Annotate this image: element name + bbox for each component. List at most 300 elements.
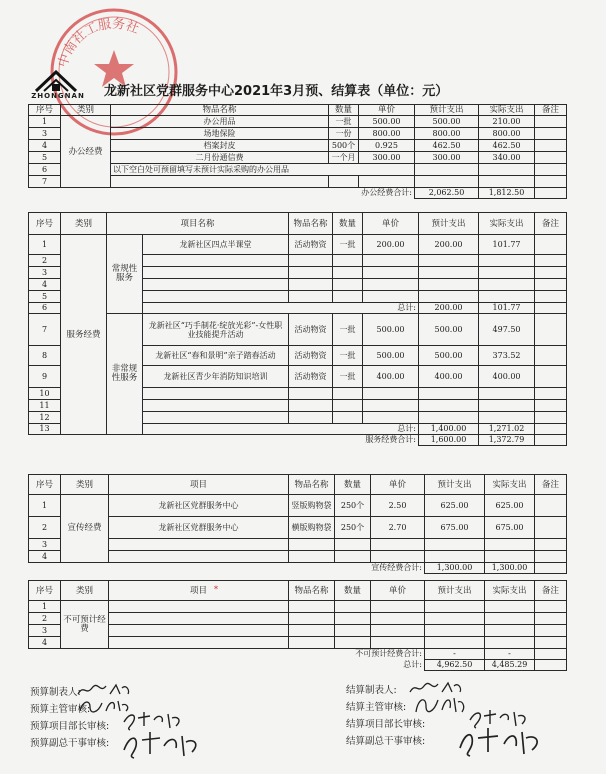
project-name: 龙新社区党群服务中心 [109, 495, 289, 517]
col-header-price: 单价 [359, 105, 415, 116]
signature-label-left: 预算项目部长审核: [30, 721, 110, 732]
estimate-cell: 400.00 [419, 366, 479, 388]
row-number: 1 [29, 116, 61, 128]
empty-cell [535, 613, 567, 625]
logo-mark-icon [34, 70, 78, 92]
subcategory-label: 常规性服务 [107, 235, 143, 314]
actual-cell [479, 164, 535, 176]
remark-cell [535, 188, 567, 199]
actual-cell: 101.77 [479, 235, 535, 255]
signature-label-right: 结算项目部长审核: [346, 719, 426, 730]
handwritten-signature-left-4 [120, 730, 202, 760]
estimate-cell: 500.00 [419, 314, 479, 346]
project-name: 龙新社区党群服务中心 [109, 517, 289, 539]
project-name [143, 388, 289, 400]
col-header-project: 项目名称 [107, 213, 289, 235]
price-cell [363, 388, 419, 400]
col-header-goods: 物品名称 [289, 213, 333, 235]
row-number: 10 [29, 388, 61, 400]
category-label: 办公经费 [61, 116, 111, 188]
table-row [29, 613, 567, 625]
total-label: 办公经费合计: [29, 188, 415, 199]
subtotal-actual: 1,271.02 [479, 424, 535, 435]
row-number: 5 [29, 152, 61, 164]
project-name [143, 255, 289, 267]
total-estimate: 2,062.50 [415, 188, 479, 199]
goods-name [289, 255, 333, 267]
quantity-cell [333, 400, 363, 412]
actual-cell: 625.00 [485, 495, 535, 517]
table-row [29, 105, 567, 116]
empty-cell [335, 613, 371, 625]
quantity-cell: 一批 [333, 314, 363, 346]
project-name [143, 412, 289, 424]
category-label: 服务经费 [61, 235, 107, 435]
table-row [29, 314, 567, 346]
quantity-cell [333, 291, 363, 303]
empty-cell [335, 625, 371, 637]
table-row [29, 660, 567, 671]
estimate-cell [415, 164, 479, 176]
col-header-actual: 实际支出 [485, 581, 535, 601]
subtotal-label: 总计: [143, 424, 419, 435]
price-cell [371, 551, 425, 563]
quantity-cell: 250个 [335, 517, 371, 539]
estimate-cell: 462.50 [415, 140, 479, 152]
goods-name [289, 539, 335, 551]
signature-label-right: 结算主管审核: [346, 702, 407, 713]
actual-cell [479, 400, 535, 412]
row-number: 4 [29, 140, 61, 152]
price-cell [363, 412, 419, 424]
quantity-cell [333, 279, 363, 291]
quantity-cell: 一批 [333, 346, 363, 366]
table-row [29, 188, 567, 199]
office-expense-table [28, 104, 567, 199]
actual-cell [479, 291, 535, 303]
col-header-no: 序号 [29, 475, 61, 495]
subtotal-estimate: 200.00 [419, 303, 479, 314]
row-number: 6 [29, 164, 61, 176]
service-expense-table [28, 212, 567, 446]
col-header-item: 物品名称 [111, 105, 329, 116]
signature-label-left: 预算制表人: [30, 687, 81, 698]
total-label: 宣传经费合计: [29, 563, 425, 574]
table-row [29, 601, 567, 613]
table-row [29, 435, 567, 446]
col-header-actual: 实际支出 [479, 105, 535, 116]
estimate-cell [419, 400, 479, 412]
row-number: 1 [29, 235, 61, 255]
estimate-cell: 625.00 [425, 495, 485, 517]
project-name [143, 279, 289, 291]
col-header-price: 单价 [363, 213, 419, 235]
estimate-cell: 300.00 [415, 152, 479, 164]
estimate-cell [419, 279, 479, 291]
actual-cell: 675.00 [485, 517, 535, 539]
quantity-cell [335, 539, 371, 551]
col-header-no: 序号 [29, 105, 61, 116]
quantity-cell: 一批 [333, 235, 363, 255]
table-row [29, 649, 567, 660]
price-cell: 2.70 [371, 517, 425, 539]
row-number: 3 [29, 267, 61, 279]
empty-cell [485, 637, 535, 649]
subtotal-actual: 101.77 [479, 303, 535, 314]
table-row [29, 517, 567, 539]
estimate-cell [415, 176, 479, 188]
empty-cell [289, 613, 335, 625]
empty-cell [535, 637, 567, 649]
grand-total-actual: 4,485.29 [485, 660, 535, 671]
col-header-qty: 数量 [335, 581, 371, 601]
unforeseen-expense-table [28, 580, 567, 671]
row-number: 4 [29, 637, 61, 649]
actual-cell [485, 551, 535, 563]
row-number: 4 [29, 279, 61, 291]
item-name [111, 176, 329, 188]
quantity-cell: 一批 [333, 366, 363, 388]
remark-cell [535, 424, 567, 435]
row-number: 3 [29, 625, 61, 637]
empty-cell [535, 601, 567, 613]
red-mark: * [214, 585, 218, 594]
empty-cell [485, 625, 535, 637]
price-cell: 500.00 [363, 314, 419, 346]
empty-cell [289, 625, 335, 637]
row-number: 13 [29, 424, 61, 435]
empty-cell [425, 601, 485, 613]
actual-cell [479, 267, 535, 279]
col-header-note: 备注 [535, 581, 567, 601]
goods-name: 竖版购物袋 [289, 495, 335, 517]
goods-name: 活动物资 [289, 235, 333, 255]
remark-cell [535, 539, 567, 551]
actual-cell: 340.00 [479, 152, 535, 164]
col-header-no: 序号 [29, 581, 61, 601]
remark-cell [535, 279, 567, 291]
remark-cell [535, 255, 567, 267]
estimate-cell [425, 539, 485, 551]
price-cell [363, 267, 419, 279]
price-cell [363, 255, 419, 267]
remark-cell [535, 400, 567, 412]
col-header-note: 备注 [535, 213, 567, 235]
col-header-price: 单价 [371, 581, 425, 601]
table-row [29, 581, 567, 601]
table-row [29, 551, 567, 563]
remark-cell [535, 267, 567, 279]
row-number: 1 [29, 601, 61, 613]
table-row [29, 637, 567, 649]
handwritten-signature-left-1 [76, 682, 132, 698]
remark-cell [535, 346, 567, 366]
empty-cell [485, 601, 535, 613]
estimate-cell [419, 267, 479, 279]
row-number: 3 [29, 128, 61, 140]
empty-cell [335, 601, 371, 613]
row-number: 2 [29, 255, 61, 267]
actual-cell [479, 176, 535, 188]
quantity-cell [333, 255, 363, 267]
goods-name [289, 291, 333, 303]
svg-text:中南社工服务社: 中南社工服务社 [55, 16, 141, 70]
col-header-estimate: 预计支出 [419, 213, 479, 235]
row-number: 8 [29, 346, 61, 366]
row-number: 2 [29, 613, 61, 625]
price-cell: 500.00 [359, 116, 415, 128]
price-cell: 300.00 [359, 152, 415, 164]
price-cell: 0.925 [359, 140, 415, 152]
col-header-estimate: 预计支出 [425, 475, 485, 495]
estimate-cell: 800.00 [415, 128, 479, 140]
col-header-estimate: 预计支出 [425, 581, 485, 601]
actual-cell [479, 388, 535, 400]
row-number: 4 [29, 551, 61, 563]
quantity-cell: 一批 [329, 116, 359, 128]
quantity-cell [335, 551, 371, 563]
row-number: 11 [29, 400, 61, 412]
page-title: 龙新社区党群服务中心2021年3月预、结算表（单位：元） [104, 84, 449, 99]
project-name: 龙新社区四点半课堂 [143, 235, 289, 255]
quantity-cell: 500个 [329, 140, 359, 152]
actual-cell [479, 279, 535, 291]
subtotal-label: 总计: [143, 303, 419, 314]
remark-cell [535, 495, 567, 517]
col-header-project: 项目 [109, 475, 289, 495]
total-actual: 1,300.00 [485, 563, 535, 574]
total-actual: 1,812.50 [479, 188, 535, 199]
empty-cell [371, 625, 425, 637]
estimate-cell [425, 551, 485, 563]
project-name [143, 291, 289, 303]
actual-cell: 400.00 [479, 366, 535, 388]
category-label: 宣传经费 [61, 495, 109, 563]
project-name [109, 539, 289, 551]
total-estimate: 1,300.00 [425, 563, 485, 574]
goods-name [289, 551, 335, 563]
row-number: 1 [29, 495, 61, 517]
actual-cell [479, 255, 535, 267]
price-cell: 2.50 [371, 495, 425, 517]
table-row [29, 235, 567, 255]
table-row [29, 213, 567, 235]
remark-cell [535, 140, 567, 152]
actual-cell: 800.00 [479, 128, 535, 140]
col-header-note: 备注 [535, 475, 567, 495]
estimate-cell [419, 388, 479, 400]
project-name: 龙新社区“巧手制花·绽放光彩”-女性职业技能提升活动 [143, 314, 289, 346]
col-header-category: 类别 [61, 581, 109, 601]
row-number: 9 [29, 366, 61, 388]
quantity-cell: 250个 [335, 495, 371, 517]
handwritten-signature-right-4 [456, 726, 546, 760]
col-header-goods: 物品名称 [289, 475, 335, 495]
col-header-qty: 数量 [333, 213, 363, 235]
note-text: 以下空白处可预留填写未预计实际采购的办公用品 [111, 164, 415, 176]
price-cell: 800.00 [359, 128, 415, 140]
project-name [143, 267, 289, 279]
empty-cell [289, 637, 335, 649]
signature-label-left: 预算主管审核: [30, 704, 91, 715]
empty-cell [109, 625, 289, 637]
remark-cell [535, 303, 567, 314]
col-header-price: 单价 [371, 475, 425, 495]
item-name: 场地保险 [111, 128, 329, 140]
remark-cell [535, 412, 567, 424]
empty-cell [485, 613, 535, 625]
price-cell [363, 279, 419, 291]
price-cell [363, 400, 419, 412]
empty-cell [425, 625, 485, 637]
table-row [29, 539, 567, 551]
goods-name [289, 279, 333, 291]
quantity-cell [333, 388, 363, 400]
goods-name: 活动物资 [289, 366, 333, 388]
remark-cell [535, 366, 567, 388]
price-cell [363, 291, 419, 303]
actual-cell: 373.52 [479, 346, 535, 366]
total-actual: - [485, 649, 535, 660]
actual-cell: 497.50 [479, 314, 535, 346]
remark-cell [535, 116, 567, 128]
col-header-actual: 实际支出 [479, 213, 535, 235]
quantity-cell [329, 176, 359, 188]
zhongnan-logo [22, 70, 94, 102]
goods-name: 活动物资 [289, 346, 333, 366]
estimate-cell [419, 255, 479, 267]
empty-cell [371, 637, 425, 649]
category-label: 不可预计经费 [61, 601, 109, 649]
table-row [29, 116, 567, 128]
col-header-project: 项目 [109, 581, 289, 601]
estimate-cell [419, 412, 479, 424]
handwritten-signature-left-3 [120, 710, 184, 732]
empty-cell [109, 601, 289, 613]
remark-cell [535, 128, 567, 140]
grand-total-label: 总计: [403, 660, 422, 669]
empty-cell [371, 601, 425, 613]
col-header-estimate: 预计支出 [415, 105, 479, 116]
remark-cell [535, 563, 567, 574]
remark-cell [535, 235, 567, 255]
price-cell: 200.00 [363, 235, 419, 255]
estimate-cell: 500.00 [415, 116, 479, 128]
empty-cell [425, 637, 485, 649]
empty-cell [425, 613, 485, 625]
col-header-no: 序号 [29, 213, 61, 235]
empty-cell [289, 601, 335, 613]
col-header-qty: 数量 [329, 105, 359, 116]
table-row [29, 475, 567, 495]
col-header-qty: 数量 [335, 475, 371, 495]
table-row [29, 495, 567, 517]
row-number: 3 [29, 539, 61, 551]
goods-name [289, 400, 333, 412]
goods-name: 横版购物袋 [289, 517, 335, 539]
price-cell [359, 176, 415, 188]
handwritten-signature-right-2 [412, 694, 468, 716]
col-header-actual: 实际支出 [485, 475, 535, 495]
remark-cell [535, 551, 567, 563]
price-cell [371, 539, 425, 551]
item-name: 档案封皮 [111, 140, 329, 152]
item-name: 办公用品 [111, 116, 329, 128]
row-number: 7 [29, 176, 61, 188]
empty-cell [335, 637, 371, 649]
price-cell: 400.00 [363, 366, 419, 388]
price-cell: 500.00 [363, 346, 419, 366]
quantity-cell [333, 267, 363, 279]
remark-cell [535, 164, 567, 176]
project-name [143, 400, 289, 412]
total-actual: 1,372.79 [479, 435, 535, 446]
quantity-cell: 一份 [329, 128, 359, 140]
row-number: 7 [29, 314, 61, 346]
signature-label-right: 结算制表人: [346, 685, 397, 696]
signature-label-right: 结算副总干事审核: [346, 736, 426, 747]
total-label: 不可预计经费合计: [29, 649, 425, 660]
row-number: 2 [29, 517, 61, 539]
empty-cell [371, 613, 425, 625]
goods-name [289, 388, 333, 400]
estimate-cell: 200.00 [419, 235, 479, 255]
empty-cell [109, 637, 289, 649]
goods-name [289, 412, 333, 424]
goods-name: 活动物资 [289, 314, 333, 346]
remark-cell [535, 176, 567, 188]
remark-cell [535, 517, 567, 539]
remark-cell [535, 649, 567, 660]
project-name: 龙新社区青少年消防知识培训 [143, 366, 289, 388]
actual-cell: 210.00 [479, 116, 535, 128]
signature-label-left: 预算副总干事审核: [30, 738, 110, 749]
grand-total-estimate: 4,962.50 [425, 660, 485, 671]
col-header-category: 类别 [61, 213, 107, 235]
estimate-cell: 675.00 [425, 517, 485, 539]
row-number: 12 [29, 412, 61, 424]
actual-cell [479, 412, 535, 424]
item-name: 二月份通信费 [111, 152, 329, 164]
table-row [29, 625, 567, 637]
logo-text: ZHONGNAN [31, 92, 85, 100]
row-number: 5 [29, 291, 61, 303]
empty-cell [109, 613, 289, 625]
col-header-note: 备注 [535, 105, 567, 116]
remark-cell [535, 152, 567, 164]
total-estimate: 1,600.00 [419, 435, 479, 446]
project-name [109, 551, 289, 563]
empty-cell [535, 625, 567, 637]
row-number: 6 [29, 303, 61, 314]
table-row [29, 563, 567, 574]
quantity-cell [333, 412, 363, 424]
remark-cell [535, 435, 567, 446]
subtotal-estimate: 1,400.00 [419, 424, 479, 435]
total-estimate: - [425, 649, 485, 660]
quantity-cell: 一个月 [329, 152, 359, 164]
col-header-goods: 物品名称 [289, 581, 335, 601]
actual-cell: 462.50 [479, 140, 535, 152]
project-name: 龙新社区“春和景明”亲子踏春活动 [143, 346, 289, 366]
remark-cell [535, 314, 567, 346]
remark-cell [535, 388, 567, 400]
remark-cell [535, 291, 567, 303]
actual-cell [485, 539, 535, 551]
subcategory-label: 非常规性服务 [107, 314, 143, 435]
total-label: 服务经费合计: [29, 435, 419, 446]
estimate-cell: 500.00 [419, 346, 479, 366]
